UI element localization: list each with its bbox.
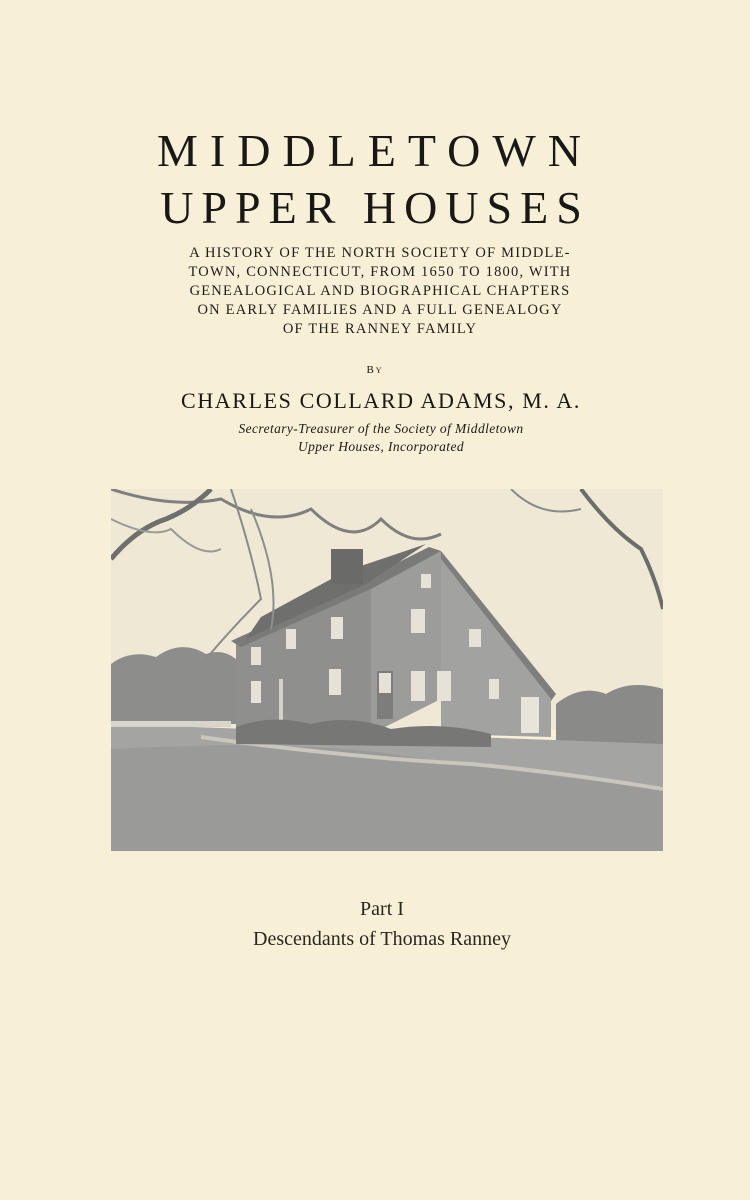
byline: By bbox=[366, 364, 384, 376]
author-affiliation bbox=[0, 420, 750, 456]
part-subtitle: Descendants of Thomas Ranney bbox=[253, 928, 511, 950]
part-heading bbox=[0, 894, 750, 954]
subtitle-line: GENEALOGICAL AND BIOGRAPHICAL CHAPTERS bbox=[189, 283, 571, 299]
book-title-line-2: UPPER HOUSES bbox=[160, 182, 590, 233]
part-label: Part I bbox=[360, 898, 404, 920]
house-photograph bbox=[111, 489, 663, 851]
book-title-line-1: MIDDLETOWN bbox=[157, 125, 593, 176]
affiliation-line: Secretary-Treasurer of the Society of Middletown bbox=[238, 421, 524, 436]
affiliation-line: Upper Houses, Incorporated bbox=[297, 439, 464, 454]
author-name: CHARLES COLLARD ADAMS, M. A. bbox=[181, 388, 581, 413]
subtitle-line: TOWN, CONNECTICUT, FROM 1650 TO 1800, WITH bbox=[188, 264, 572, 280]
book-subtitle bbox=[145, 244, 615, 339]
subtitle-line: A HISTORY OF THE NORTH SOCIETY OF MIDDLE- bbox=[189, 245, 571, 261]
subtitle-line: OF THE RANNEY FAMILY bbox=[282, 321, 478, 337]
subtitle-line: ON EARLY FAMILIES AND A FULL GENEALOGY bbox=[197, 302, 563, 318]
